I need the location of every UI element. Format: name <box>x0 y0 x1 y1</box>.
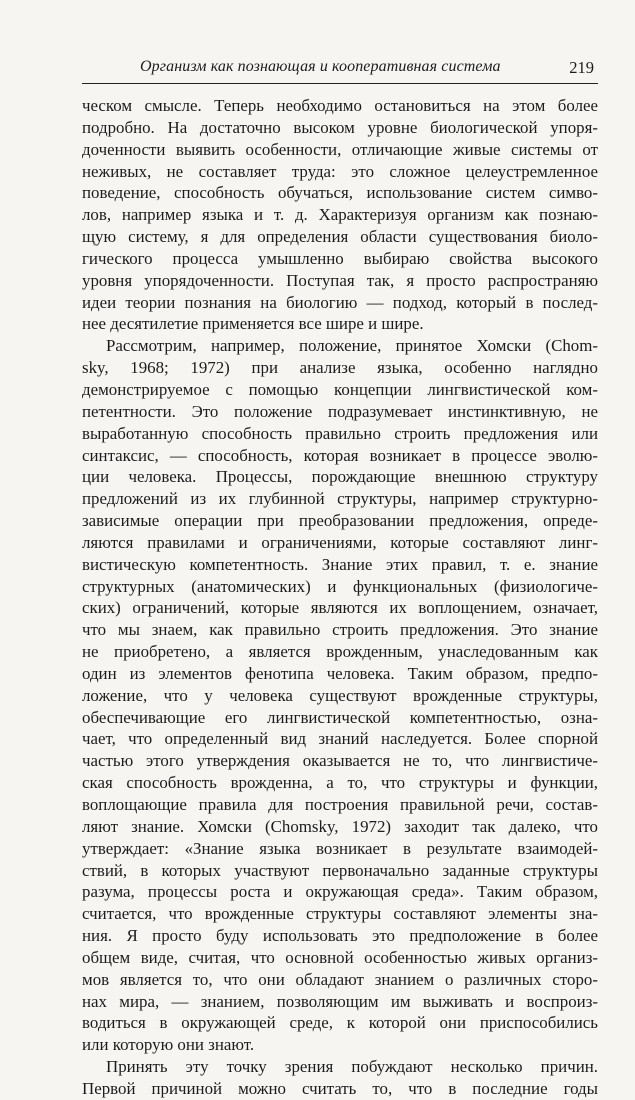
text-line: подробно. На достаточно высоком уровне биологической упоря- <box>82 117 598 137</box>
text-line: разума, процессы роста и окружающая среда». Таким образом, <box>82 882 598 902</box>
text-line: вистическую компетентность. Знание этих правил, т. е. знание <box>82 554 598 574</box>
text-line: поведение, способность обучаться, использование систем симво- <box>82 183 598 203</box>
text-line: ляются правилами и ограничениями, которые составляют линг- <box>82 532 598 552</box>
text-line: Рассмотрим, например, положение, принятое Хомски (Chom- <box>106 336 598 356</box>
text-line: чает, что определенный вид знаний наследуется. Более спорной <box>82 729 598 749</box>
paragraph <box>82 335 598 1056</box>
text-line: структурных (анатомических) и функциональных (физиологиче- <box>82 576 598 596</box>
text-line: sky, 1968; 1972) при анализе языка, особенно наглядно <box>82 358 598 378</box>
text-line: мов является то, что они обладают знанием о различных сторо- <box>82 969 598 989</box>
text-line: щую систему, я для определения области существования биоло- <box>82 227 598 247</box>
text-line: идеи теории познания на биологию — подход, который в послед- <box>82 292 598 312</box>
text-line: демонстрируемое с помощью концепции лингвистической ком- <box>82 379 598 399</box>
text-line: нах мира, — знанием, позволяющим им выживать и воспроиз- <box>82 991 598 1011</box>
text-line: утверждает: «Знание языка возникает в результате взаимодей- <box>82 838 598 858</box>
text-line: петентности. Это положение подразумевает инстинктивную, не <box>82 401 598 421</box>
running-title: Организм как познающая и кооперативная система <box>140 58 501 75</box>
page-number: 219 <box>569 58 594 77</box>
text-line: ствий, в которых участвуют первоначально заданные структуры <box>82 860 598 880</box>
text-line: выработанную способность правильно строить предложения или <box>82 423 598 443</box>
text-line: доченности выявить особенности, отличающие живые системы от <box>82 139 598 159</box>
text-line: Принять эту точку зрения побуждают несколько причин. <box>106 1057 598 1077</box>
text-line: ческом смысле. Теперь необходимо остановиться на этом более <box>82 96 598 115</box>
paragraph <box>82 95 598 335</box>
text-line: ляют знание. Хомски (Chomsky, 1972) заходит так далеко, что <box>82 816 598 836</box>
text-line: ложение, что у человека существуют врожденные структуры, <box>82 685 598 705</box>
text-line: неживых, не составляет труда: это сложное целеустремленное <box>82 161 598 181</box>
text-line: ских) ограничений, которые являются их воплощением, означает, <box>82 598 598 618</box>
text-line: один из элементов фенотипа человека. Таким образом, предпо- <box>82 663 598 683</box>
text-line: водиться в окружающей среде, к которой они приспособились <box>82 1013 598 1033</box>
text-line: лов, например языка и т. д. Характеризуя организм как познаю- <box>82 205 598 225</box>
text-line: воплощающие правила для построения правильной речи, состав- <box>82 795 598 814</box>
text-line: считается, что врожденные структуры составляют элементы зна- <box>82 904 598 924</box>
paragraph <box>82 1056 598 1100</box>
body-text <box>82 95 598 1100</box>
running-header <box>82 58 598 84</box>
text-line: или которую они знают. <box>82 1035 255 1055</box>
text-line: не приобретено, а является врожденным, унаследованным как <box>82 642 598 662</box>
text-line: предложений из их глубинной структуры, например структурно- <box>82 489 598 509</box>
text-line: синтаксис, — способность, которая возникает в процессе эволю- <box>82 445 598 465</box>
text-line: общем виде, считая, что основной особенностью живых организ- <box>82 947 598 967</box>
text-line: обеспечивающие его лингвистической компетентностью, озна- <box>82 707 598 727</box>
text-line: что мы знаем, как правильно строить предложения. Это знание <box>82 620 598 640</box>
text-line: уровня упорядоченности. Поступая так, я просто распространяю <box>82 270 598 290</box>
text-line: ния. Я просто буду использовать это предположение в более <box>82 926 598 946</box>
text-line: зависимые операции при преобразовании предложения, опреде- <box>82 511 598 531</box>
text-line: ская способность врожденна, а то, что структуры и функции, <box>82 773 598 793</box>
text-line: ции человека. Процессы, порождающие внешнюю структуру <box>82 467 598 487</box>
text-line: нее десятилетие применяется все шире и шире. <box>82 314 424 334</box>
text-line: Первой причиной можно считать то, что в последние годы <box>82 1078 598 1098</box>
header-rule <box>82 83 598 84</box>
text-line: частью этого утверждения оказывается не то, что лингвистиче- <box>82 751 598 771</box>
text-line: гического процесса умышленно выбираю свойства высокого <box>82 248 598 268</box>
